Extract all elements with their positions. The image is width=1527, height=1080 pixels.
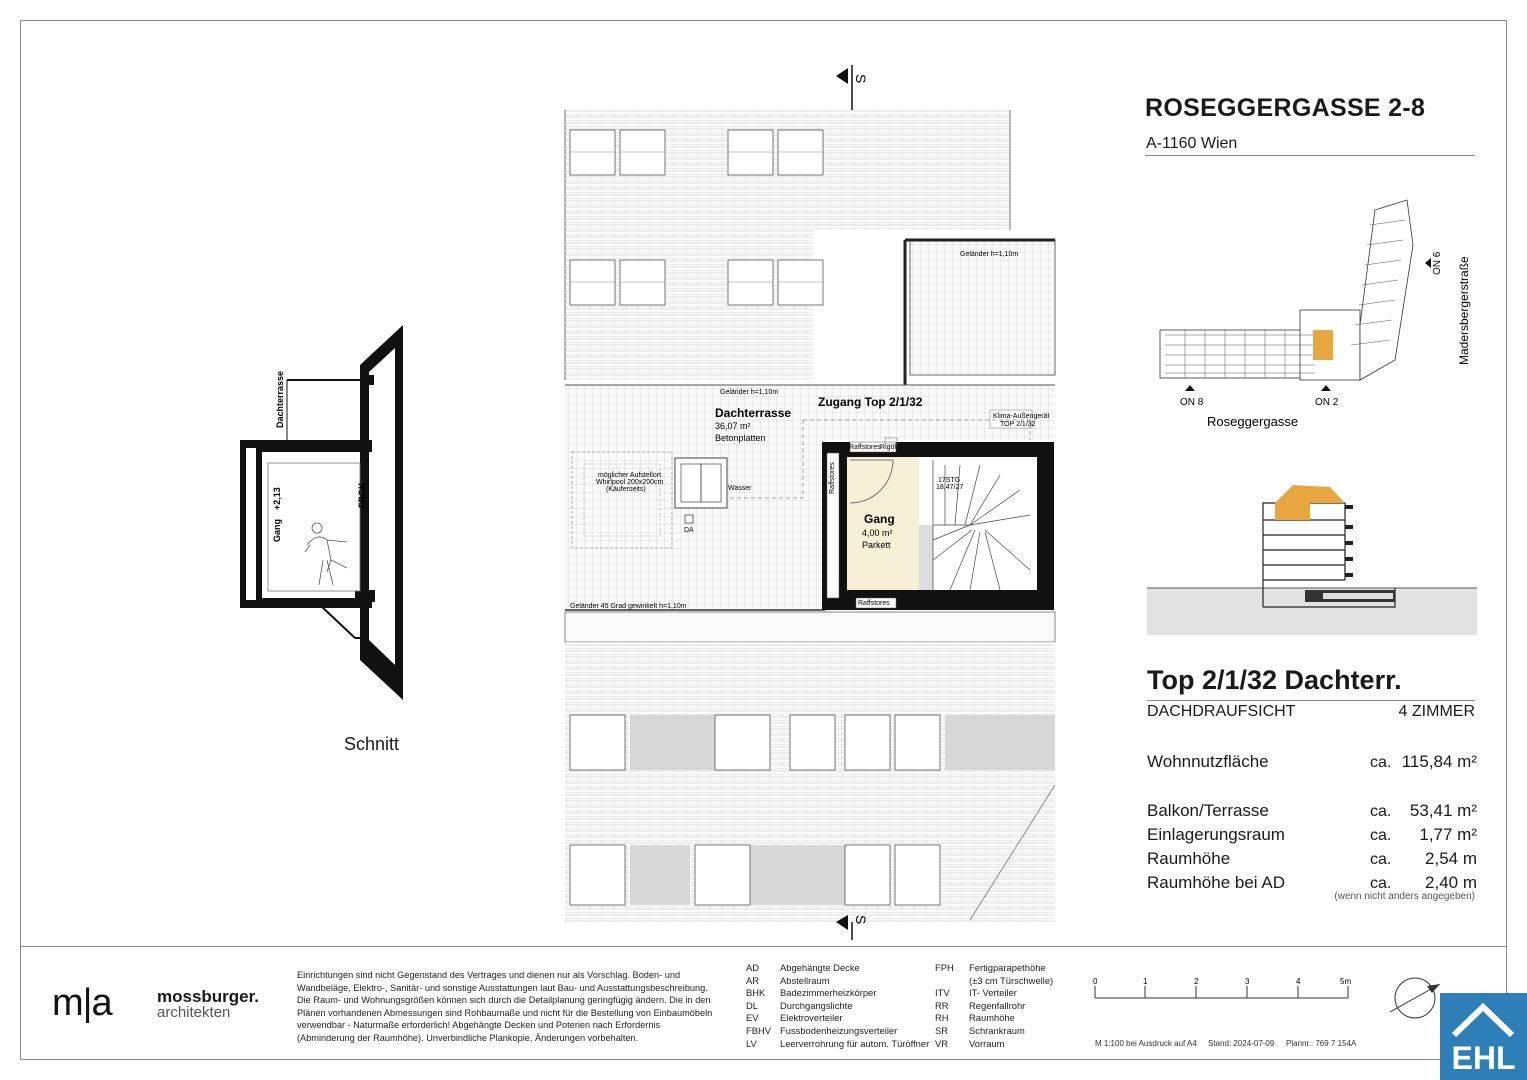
area-value: 1,77 m² [1419, 825, 1477, 844]
north-arrow-icon [1385, 968, 1445, 1028]
klima-label-1: Klima-Außengerät [993, 413, 1050, 420]
entrance-on8: ON 8 [1180, 397, 1204, 408]
unit-view: DACHDRAUFSICHT [1147, 703, 1296, 720]
area-ca: ca. [1370, 851, 1392, 868]
raffstores-top: Raffstores [849, 444, 881, 451]
area-ca: ca. [1370, 803, 1392, 820]
gang-area: 4,00 m² [862, 528, 893, 538]
section-thumbnail [1145, 475, 1480, 640]
divider [1145, 155, 1475, 156]
gang-floor-label: Parkett [862, 540, 891, 550]
unit-rooms: 4 ZIMMER [1398, 703, 1475, 720]
floor-plan [560, 60, 1070, 940]
section-drawing [235, 320, 425, 720]
architect-logo-mark: m|a [52, 982, 112, 1024]
area-label: Raumhöhe [1147, 849, 1231, 868]
area-row [1147, 752, 1477, 774]
whirlpool-label-1: möglicher Aufstellort [598, 472, 662, 479]
scale-tick: 2 [1194, 977, 1199, 986]
dachterrasse-label: Dachterrasse [715, 406, 792, 420]
upper-railing: Geländer h=1,10m [960, 251, 1019, 258]
unit-name: Top 2/1/32 Dachterr. [1147, 665, 1402, 695]
area-row [1147, 849, 1477, 871]
gang-label: Gang [864, 512, 895, 526]
wasser-label: Wasser [728, 485, 752, 492]
divider [1147, 700, 1475, 701]
raffstores-side: Raffstores [829, 462, 836, 494]
section-marker-bottom: S [853, 915, 869, 925]
scale-tick: 3 [1245, 977, 1250, 986]
footer-divider [20, 946, 1507, 947]
area-label: Einlagerungsraum [1147, 825, 1285, 844]
section-gang-label: Gang [272, 518, 282, 542]
upper-terrace [910, 240, 1055, 375]
raffstores-bottom: Raffstores [858, 600, 890, 607]
site-plan-building [1160, 200, 1413, 380]
terrace-railing: Geländer h=1,10m [720, 389, 779, 396]
da-label: DA [684, 527, 694, 534]
area-value: 2,40 m [1425, 873, 1477, 892]
scale-tick: 4 [1296, 977, 1301, 986]
disclaimer: Einrichtungen sind nicht Gegenstand des Vertrages und dienen nur als Vorschlag. Boden- und Wandbeläge, Elektro-, Sanitär- und sonstige Ausstattungen laut Bau- und Ausstattungsbeschreibung. Die Raum- und Wohnungsgrößen können sich durch die Detailplanung geringfügig ändern. Die in den Plänen vorhandenen Abmessungen sind Rohbaumaße und nicht für die Bestellung von Einbaumöbeln verwendbar - Naturmaße erforderlich! Abgehängte Decken und Poterien nach Erfordernis (Abminderung der Raumhöhe). Unverbindliche Plankopie, Änderungen vorbehalten. [297, 970, 713, 1043]
street-madersbergerstrasse: Madersbergerstraße [1457, 256, 1471, 365]
architect-name: mossburger. [157, 987, 260, 1006]
dachterrasse-floor: Betonplatten [715, 433, 766, 443]
scale-tick: 5m [1340, 977, 1352, 986]
section-height: +2,13 [272, 487, 282, 510]
scale-bar [1088, 972, 1358, 1012]
section-dachterrasse-label: Dachterrasse [275, 370, 285, 428]
architect-sub: architekten [157, 1004, 231, 1021]
area-row [1147, 825, 1477, 847]
plan-number: Plannr.: 769 7 154A [1286, 1039, 1357, 1048]
stair-dims: 18,47/27 [936, 484, 964, 491]
stair-count: 17STG [938, 477, 961, 484]
scale-text: M 1:100 bei Ausdruck auf A4 [1095, 1039, 1197, 1048]
area-row [1147, 801, 1477, 823]
section-label: Schnitt [344, 734, 400, 754]
scale-tick: 1 [1143, 977, 1148, 986]
area-label: Wohnnutzfläche [1147, 752, 1269, 771]
whirlpool-label-3: (Käuferseits) [606, 486, 646, 493]
area-label: Balkon/Terrasse [1147, 801, 1269, 820]
project-title: ROSEGGERGASSE 2-8 [1145, 94, 1426, 122]
zugang-label: Zugang Top 2/1/32 [818, 395, 923, 409]
scale-tick: 0 [1093, 977, 1098, 986]
site-plan-unit-highlight [1313, 330, 1333, 360]
area-value: 115,84 m² [1401, 752, 1477, 771]
whirlpool-label-2: Whirlpool 200x200cm [596, 479, 664, 486]
bottom-railing: Geländer 45 Grad gewinkelt h=1,10m [570, 603, 687, 610]
ehl-house-icon [1440, 993, 1527, 1043]
dachterrasse-area: 36,07 m² [715, 421, 751, 431]
stand-date: Stand: 2024-07-09 [1208, 1039, 1275, 1048]
area-ca: ca. [1370, 827, 1392, 844]
entrance-on2: ON 2 [1315, 397, 1339, 408]
rigol-label: Rigol [880, 444, 896, 451]
area-label: Raumhöhe bei AD [1147, 873, 1285, 892]
site-plan [1145, 185, 1485, 445]
street-roseggergasse: Roseggergasse [1207, 414, 1299, 429]
area-note: (wenn nicht anders angegeben) [1334, 891, 1475, 902]
project-city: A-1160 Wien [1146, 135, 1238, 152]
area-value: 2,54 m [1425, 849, 1477, 868]
section-marker-top: S [853, 74, 869, 84]
area-ca: ca. [1370, 875, 1392, 892]
section-fbok: FBOK [357, 482, 367, 508]
area-ca: ca. [1370, 754, 1392, 771]
ehl-brand: EHL [1451, 1040, 1516, 1076]
area-value: 53,41 m² [1409, 801, 1477, 820]
entrance-on6: ON 6 [1432, 251, 1443, 275]
klima-label-2: TOP 2/1/32 [1000, 421, 1036, 428]
